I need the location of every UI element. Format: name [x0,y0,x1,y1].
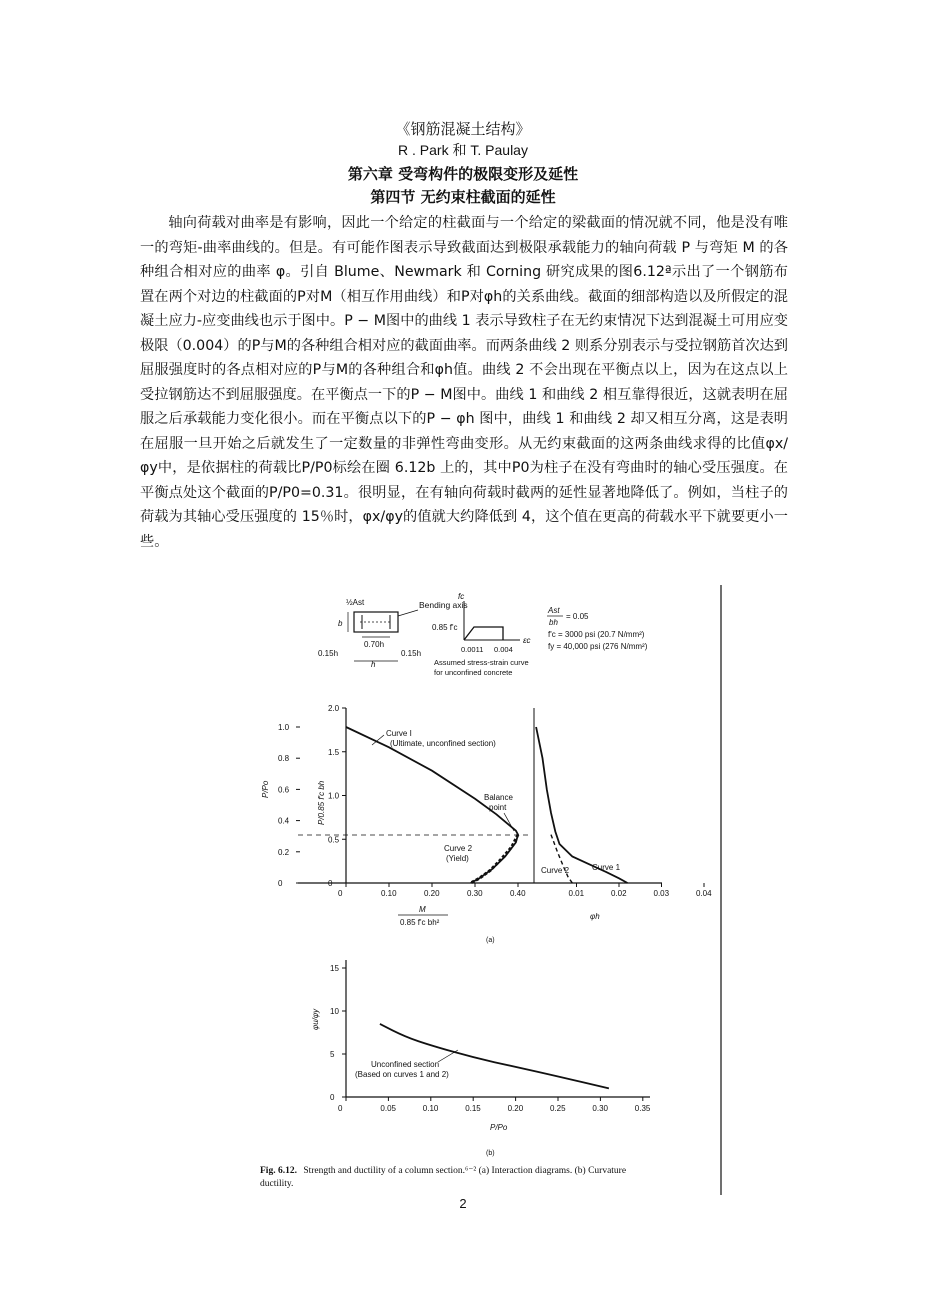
b-x-label: P/Po [490,1123,508,1132]
balance-label: Balance [484,793,513,802]
inner-y-tick-label: 0.5 [328,835,340,845]
section-properties [547,606,648,651]
x-label-phi: φh [590,912,600,921]
curve-2-pm [471,835,518,883]
book-title: 《钢筋混凝土结构》 [395,120,531,138]
b-x-axis-ticks [338,1097,651,1113]
curve-1-label: Curve I [386,729,412,738]
m-tick-label: 0.20 [424,889,440,898]
b-y-tick-label: 15 [330,964,339,973]
dim-070h: 0.70h [364,640,385,649]
b-x-tick-label: 0 [338,1104,343,1113]
inner-y-tick-label: 1.0 [328,791,340,801]
outer-y-axis-ticks [278,723,300,888]
figure-6-12 [258,585,724,1195]
dim-015h-right: 0.15h [401,649,422,658]
curve-1-phi [536,727,627,883]
caption-bold: Fig. 6.12. [260,1166,297,1176]
phi-tick-label: 0.01 [568,889,585,898]
outer-y-tick-label: 0.4 [278,816,290,826]
curve-2-right-label: Curve 2 [541,866,570,875]
b-y-tick-label: 10 [330,1007,339,1016]
m-tick-label: 0.10 [381,889,397,898]
m-axis-ticks [338,883,526,898]
b-curve-label: Unconfined section [371,1060,440,1069]
page-number: 2 [459,1196,467,1211]
ec-label: εc [523,636,531,645]
b-x-tick-label: 0.15 [465,1104,481,1113]
chart-a [261,704,712,944]
balance-sublabel: point [489,803,507,812]
ratio-den: bh [549,618,558,627]
b-x-tick-label: 0.05 [380,1104,396,1113]
outer-y-tick-label: 0.6 [278,785,290,795]
m-tick-label: 0 [338,889,343,898]
phi-tick-label: 0.03 [653,889,670,898]
chapter-heading: 第六章 受弯构件的极限变形及延性 [347,165,579,183]
fc085-label: 0.85 f'c [432,623,458,632]
strain-004: 0.004 [494,645,513,654]
phi-axis-ticks [569,883,713,898]
b-x-tick-label: 0.25 [550,1104,566,1113]
m-tick-label: 0.30 [467,889,483,898]
dim-015h-left: 0.15h [318,649,339,658]
bending-axis-label: Bending axis [419,600,468,610]
curve-1-right-label: Curve 1 [592,863,621,872]
outer-y-tick-label: 0 [278,879,283,888]
inner-y-tick-label: 0 [328,879,333,888]
y-label-inner: P/0.85 f'c bh [317,780,326,825]
b-x-tick-label: 0.30 [592,1104,608,1113]
curve-2-phi [551,835,572,883]
inner-y-tick-label: 2.0 [328,704,340,713]
phi-tick-label: 0.02 [611,889,627,898]
ss-caption-2: for unconfined concrete [434,668,513,677]
strain-0011: 0.0011 [461,645,484,654]
b-y-tick-label: 5 [330,1050,335,1059]
ratio-val: = 0.05 [566,612,589,621]
b-label: b [338,619,343,628]
b-x-tick-label: 0.10 [422,1104,439,1113]
half-ast-label: ½Ast [346,598,365,607]
curve-2-label: Curve 2 [444,844,473,853]
sublabel-a: (a) [486,937,495,944]
b-x-tick-label: 0.20 [507,1104,524,1113]
outer-y-tick-label: 0.2 [278,847,290,857]
phi-tick-label: 0.04 [696,889,712,898]
b-curve-sublabel: (Based on curves 1 and 2) [355,1070,449,1079]
outer-y-tick-label: 1.0 [278,723,290,732]
x-label-m-den: 0.85 f'c bh² [400,918,440,927]
fy-property: fy = 40,000 psi (276 N/mm²) [548,642,648,651]
caption-text-2: ductility. [260,1179,294,1189]
caption-text: Strength and ductility of a column section.⁶⁻² (a) Interaction diagrams. (b) Curvature [303,1166,627,1176]
x-label-m-num: M [419,905,426,914]
fc-property: f'c = 3000 psi (20.7 N/mm²) [548,630,645,639]
inner-y-axis-ticks [328,704,346,888]
b-y-label: φu/φy [311,1008,320,1030]
ss-caption-1: Assumed stress-strain curve [434,658,529,667]
body-paragraph: 轴向荷载对曲率是有影响，因此一个给定的柱截面与一个给定的梁截面的情况就不同，他是没有唯一的弯矩-曲率曲线的。但是。有可能作图表示导致截面达到极限承载能力的轴向荷载 P 与弯矩 M 的各种组合相对应的曲率 φ。引自 Blume、Newmark 和 Corning 研究成果的图6.12ª示出了一个钢筋布置在两个对边的柱截面的P对M（相互作用曲线）和P对φh的关系曲线。截面的细部构造以及所假定的混凝土应力-应变曲线也示于图中。P − M图中的曲线 1 表示导致柱子在无约束情况下达到混凝土可用应变极限（0.004）的P与M的各种组合相对应的截面曲率。而两条曲线 2 则系分别表示与受拉钢筋首次达到屈服强度时的各点相对应的P与M的各种组合和φh值。曲线 2 不会出现在平衡点以上，因为在这点以上受拉钢筋达不到屈服强度。在平衡点一下的P − M图中。曲线 1 和曲线 2 相互靠得很近，这就表明在屈服之后承载能力变化很小。而在平衡点以下的P − φh 图中，曲线 1 和曲线 2 却又相互分离，这是表明在屈服一旦开始之后就发生了一定数量的非弹性弯曲变形。从无约束截面的这两条曲线求得的比值φx/φy中，是依据柱的荷载比P/P0标绘在圈 6.12b 上的，其中P0为柱子在没有弯曲时的轴心受压强度。在平衡点处这个截面的P/P0=0.31。很明显，在有轴向荷载时截两的延性显著地降低了。例如，当柱子的荷载为其轴心受压强度的 15％时，φx/φy的值就大约降低到 4，这个值在更高的荷载水平下就要更小一些。 [140,215,788,550]
ratio-num: Ast [548,606,560,615]
curve-1-sublabel: (Ultimate, unconfined section) [390,739,496,748]
b-x-tick-label: 0.35 [634,1104,651,1113]
authors: R . Park 和 T. Paulay [398,142,528,158]
figure-caption [260,1165,626,1176]
curve-2-sublabel: (Yield) [446,854,469,863]
section-heading: 第四节 无约束柱截面的延性 [370,188,556,206]
b-y-axis-ticks [330,964,346,1102]
h-label: h [371,660,376,669]
outer-y-tick-label: 0.8 [278,754,290,764]
y-label-outer: P/Po [261,780,270,798]
fc-label: fc [458,592,465,601]
b-y-tick-label: 0 [330,1093,335,1102]
inner-y-tick-label: 1.5 [328,747,340,757]
m-tick-label: 0.40 [510,889,526,898]
chart-b [311,960,651,1157]
sublabel-b: (b) [486,1150,495,1157]
